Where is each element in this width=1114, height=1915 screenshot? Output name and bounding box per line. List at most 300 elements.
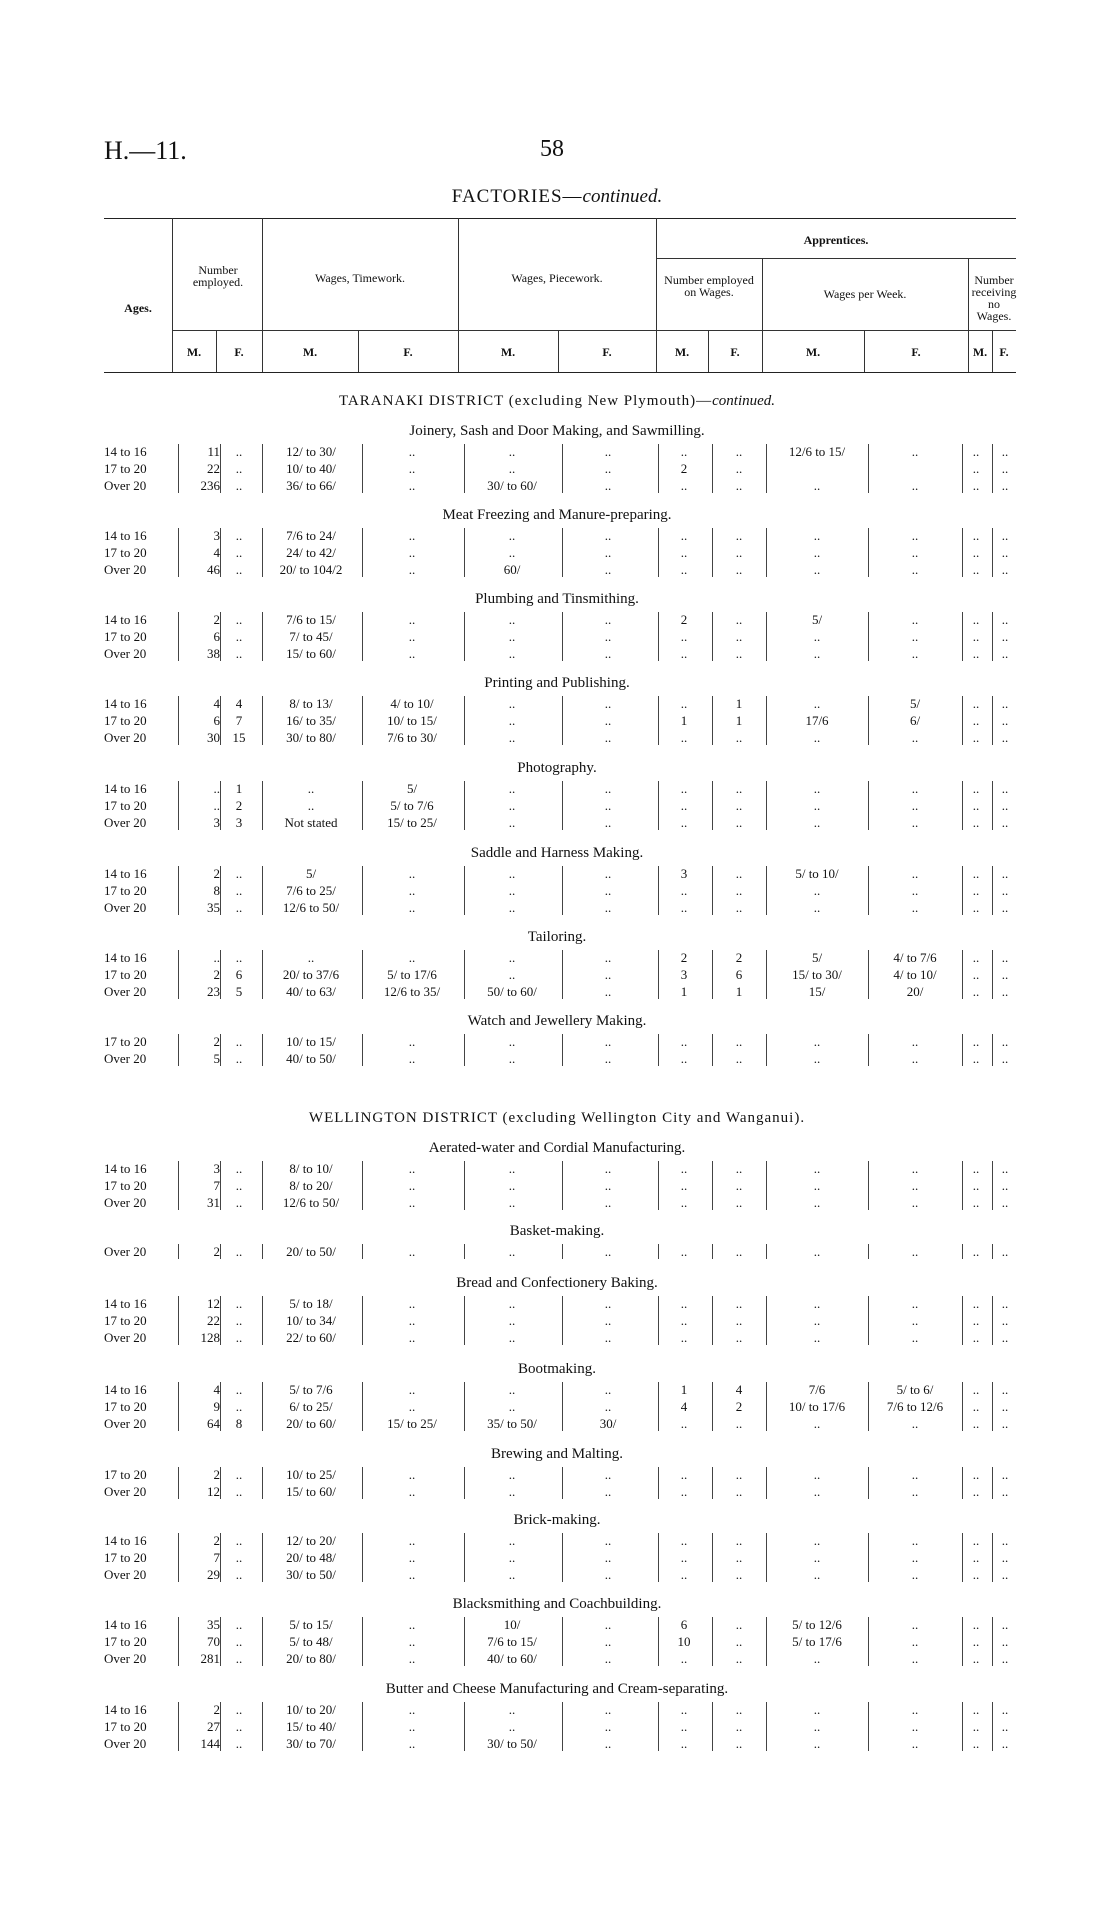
column-rule [220, 1244, 221, 1259]
column-rule [712, 1034, 713, 1066]
cell-apprentices-employed-f: .. [735, 444, 743, 459]
cell-piecework-f: .. [604, 781, 612, 796]
cell-no-wages-m: .. [972, 1382, 980, 1397]
cell-apprentice-wages-f: 6/ [909, 713, 921, 728]
column-rule [868, 1382, 869, 1431]
cell-apprentice-wages-m: .. [813, 1533, 821, 1548]
column-rule [464, 1161, 465, 1210]
cell-no-wages-m: .. [972, 1567, 980, 1582]
cell-no-wages-m: .. [972, 478, 980, 493]
cell-timework-m: 12/6 to 50/ [282, 900, 340, 915]
column-rule [220, 612, 221, 661]
header-m: M. [186, 345, 202, 359]
cell-apprentices-employed-m: 4 [680, 1399, 688, 1414]
cell-employed-f: 4 [235, 696, 243, 711]
cell-timework-f: .. [408, 1313, 416, 1328]
column-rule [868, 696, 869, 745]
cell-timework-f: .. [408, 1702, 416, 1717]
column-rule [262, 1244, 263, 1259]
cell-no-wages-f: .. [1001, 1416, 1009, 1431]
column-rule [992, 1161, 993, 1210]
cell-piecework-f: .. [604, 1617, 612, 1632]
cell-timework-m: 20/ to 80/ [286, 1651, 336, 1666]
cell-employed-f: 7 [235, 713, 243, 728]
column-rule [962, 1382, 963, 1431]
cell-timework-f: .. [408, 1617, 416, 1632]
column-rule [220, 1533, 221, 1582]
cell-piecework-f: .. [604, 629, 612, 644]
column-rule [178, 528, 179, 577]
column-rule [178, 1467, 179, 1499]
cell-timework-f: .. [408, 646, 416, 661]
cell-piecework-f: .. [604, 478, 612, 493]
cell-apprentices-employed-m: .. [680, 1178, 688, 1193]
cell-employed-f: .. [235, 478, 243, 493]
header-m: M. [805, 345, 821, 359]
cell-employed-f: .. [235, 1533, 243, 1548]
cell-apprentice-wages-f: .. [911, 1244, 919, 1259]
cell-age: 14 to 16 [104, 866, 147, 881]
cell-timework-m: .. [307, 781, 315, 796]
column-rule [868, 950, 869, 999]
cell-employed-f: .. [235, 1244, 243, 1259]
cell-employed-m: 4 [213, 1382, 220, 1397]
cell-timework-f: 4/ to 10/ [390, 696, 434, 711]
column-rule [464, 1382, 465, 1431]
cell-piecework-f: .. [604, 967, 612, 982]
cell-no-wages-f: .. [1001, 984, 1009, 999]
cell-apprentices-employed-f: 1 [735, 696, 743, 711]
cell-apprentice-wages-f: .. [911, 545, 919, 560]
cell-apprentice-wages-f: .. [911, 1467, 919, 1482]
column-rule [562, 950, 563, 999]
cell-apprentices-employed-m: .. [680, 1313, 688, 1328]
column-rule [362, 612, 363, 661]
cell-piecework-m: .. [508, 1550, 516, 1565]
cell-apprentice-wages-m: 7/6 [808, 1382, 826, 1397]
column-rule [178, 1034, 179, 1066]
cell-apprentices-employed-m: .. [680, 883, 688, 898]
table-row [0, 899, 1114, 916]
cell-age: Over 20 [104, 984, 147, 999]
column-rule [464, 696, 465, 745]
cell-timework-f: .. [408, 1736, 416, 1751]
cell-apprentices-employed-m: .. [680, 1051, 688, 1066]
cell-apprentice-wages-f: .. [911, 1719, 919, 1734]
cell-employed-m: 6 [213, 713, 220, 728]
column-rule [712, 1533, 713, 1582]
cell-employed-f: .. [235, 1051, 243, 1066]
column-rule [362, 1244, 363, 1259]
table-row [0, 443, 1114, 460]
cell-apprentices-employed-f: .. [735, 1617, 743, 1632]
column-rule [992, 950, 993, 999]
table-row [0, 729, 1114, 746]
industry-heading: Saddle and Harness Making. [470, 845, 644, 861]
cell-piecework-f: .. [604, 1330, 612, 1345]
cell-no-wages-f: .. [1001, 1161, 1009, 1176]
cell-employed-m: 38 [207, 646, 220, 661]
cell-age: Over 20 [104, 1416, 147, 1431]
cell-timework-f: .. [408, 444, 416, 459]
column-rule [712, 612, 713, 661]
cell-timework-m: 15/ to 60/ [286, 646, 336, 661]
cell-employed-f: .. [235, 1296, 243, 1311]
cell-piecework-f: .. [604, 1533, 612, 1548]
column-rule [868, 781, 869, 830]
cell-employed-f: .. [235, 545, 243, 560]
cell-no-wages-m: .. [972, 815, 980, 830]
column-rule [712, 1467, 713, 1499]
cell-timework-m: 10/ to 40/ [286, 461, 336, 476]
cell-no-wages-f: .. [1001, 730, 1009, 745]
table-row [0, 1633, 1114, 1650]
cell-timework-f: .. [408, 1567, 416, 1582]
column-rule [868, 1702, 869, 1751]
cell-no-wages-m: .. [972, 1416, 980, 1431]
column-rule [766, 1617, 767, 1666]
cell-apprentices-employed-f: .. [735, 562, 743, 577]
cell-no-wages-m: .. [972, 1313, 980, 1328]
cell-employed-f: .. [235, 1736, 243, 1751]
cell-apprentice-wages-f: .. [911, 612, 919, 627]
cell-age: 17 to 20 [104, 1313, 147, 1328]
table-row [0, 814, 1114, 831]
table-row [0, 1033, 1114, 1050]
column-rule [712, 696, 713, 745]
cell-piecework-m: .. [508, 1719, 516, 1734]
cell-no-wages-f: .. [1001, 1533, 1009, 1548]
cell-apprentices-employed-m: .. [680, 900, 688, 915]
column-rule [658, 1034, 659, 1066]
cell-apprentices-employed-m: .. [680, 528, 688, 543]
cell-apprentices-employed-m: .. [680, 1567, 688, 1582]
cell-piecework-f: .. [604, 1034, 612, 1049]
cell-no-wages-m: .. [972, 713, 980, 728]
cell-employed-m: 2 [213, 866, 220, 881]
cell-apprentice-wages-m: .. [813, 1567, 821, 1582]
cell-apprentices-employed-m: 2 [680, 950, 688, 965]
cell-employed-m: 35 [207, 1617, 220, 1632]
column-rule [220, 866, 221, 915]
cell-apprentices-employed-f: .. [735, 1467, 743, 1482]
table-row [0, 695, 1114, 712]
column-rule [220, 1467, 221, 1499]
table-row [0, 983, 1114, 1000]
cell-apprentice-wages-m: 15/ to 30/ [792, 967, 842, 982]
table-row [0, 1312, 1114, 1329]
cell-piecework-f: .. [604, 900, 612, 915]
cell-piecework-m: .. [508, 1399, 516, 1414]
cell-age: 17 to 20 [104, 1719, 147, 1734]
cell-piecework-m: .. [508, 1330, 516, 1345]
column-rule [262, 1034, 263, 1066]
cell-apprentice-wages-m: 5/ [811, 950, 823, 965]
cell-apprentices-employed-m: .. [680, 1719, 688, 1734]
column-rule [992, 1617, 993, 1666]
cell-apprentices-employed-f: .. [735, 1484, 743, 1499]
cell-age: Over 20 [104, 1484, 147, 1499]
cell-piecework-m: .. [508, 1296, 516, 1311]
cell-apprentice-wages-m: .. [813, 1484, 821, 1499]
cell-piecework-m: .. [508, 866, 516, 881]
column-rule [962, 444, 963, 493]
cell-apprentice-wages-m: 5/ to 17/6 [792, 1634, 842, 1649]
cell-piecework-m: .. [508, 528, 516, 543]
cell-employed-m: .. [213, 798, 220, 813]
cell-apprentice-wages-m: .. [813, 528, 821, 543]
cell-apprentice-wages-f: .. [911, 1567, 919, 1582]
cell-piecework-f: .. [604, 1702, 612, 1717]
cell-timework-f: .. [408, 528, 416, 543]
column-rule [962, 866, 963, 915]
cell-no-wages-f: .. [1001, 1034, 1009, 1049]
column-rule [562, 1467, 563, 1499]
cell-apprentices-employed-m: 2 [680, 612, 688, 627]
cell-age: 14 to 16 [104, 444, 147, 459]
column-rule [178, 696, 179, 745]
cell-apprentice-wages-f: .. [911, 1736, 919, 1751]
cell-apprentice-wages-f: .. [911, 1296, 919, 1311]
cell-no-wages-f: .. [1001, 461, 1009, 476]
cell-employed-m: 7 [213, 1550, 220, 1565]
cell-apprentices-employed-m: .. [680, 1296, 688, 1311]
cell-apprentice-wages-f: .. [911, 478, 919, 493]
cell-piecework-f: .. [604, 1382, 612, 1397]
cell-employed-f: .. [235, 562, 243, 577]
column-rule [464, 1034, 465, 1066]
cell-apprentices-employed-f: .. [735, 1651, 743, 1666]
table-row [0, 1735, 1114, 1752]
cell-apprentice-wages-f: .. [911, 1195, 919, 1210]
column-rule [562, 1034, 563, 1066]
column-rule [658, 1467, 659, 1499]
industry-heading: Brick-making. [513, 1512, 601, 1528]
cell-apprentice-wages-f: .. [911, 1178, 919, 1193]
cell-piecework-f: .. [604, 984, 612, 999]
cell-timework-f: 5/ to 7/6 [390, 798, 434, 813]
cell-age: Over 20 [104, 1567, 147, 1582]
column-rule [178, 1244, 179, 1259]
cell-no-wages-f: .. [1001, 1178, 1009, 1193]
column-rule [262, 444, 263, 493]
cell-timework-f: .. [408, 1382, 416, 1397]
header-wages-timework: Wages, Timework. [314, 271, 406, 285]
column-rule [362, 1617, 363, 1666]
cell-apprentices-employed-f: .. [735, 1161, 743, 1176]
cell-apprentices-employed-f: .. [735, 1296, 743, 1311]
cell-timework-m: 5/ to 48/ [289, 1634, 333, 1649]
cell-employed-m: 2 [213, 1467, 220, 1482]
cell-apprentices-employed-m: 3 [680, 967, 688, 982]
cell-employed-m: 64 [207, 1416, 220, 1431]
cell-employed-f: 5 [235, 984, 243, 999]
cell-timework-m: 20/ to 37/6 [282, 967, 340, 982]
cell-age: 17 to 20 [104, 1178, 147, 1193]
cell-apprentices-employed-f: .. [735, 1634, 743, 1649]
cell-timework-m: 24/ to 42/ [286, 545, 336, 560]
cell-apprentices-employed-f: .. [735, 1550, 743, 1565]
cell-apprentice-wages-m: .. [813, 1034, 821, 1049]
cell-timework-m: 40/ to 50/ [286, 1051, 336, 1066]
cell-no-wages-m: .. [972, 528, 980, 543]
column-rule [220, 696, 221, 745]
cell-apprentices-employed-f: .. [735, 1416, 743, 1431]
cell-timework-m: 30/ to 70/ [286, 1736, 336, 1751]
table-row [0, 865, 1114, 882]
cell-apprentices-employed-f: .. [735, 478, 743, 493]
cell-apprentices-employed-m: .. [680, 545, 688, 560]
cell-piecework-f: .. [604, 798, 612, 813]
cell-age: 17 to 20 [104, 1634, 147, 1649]
cell-apprentices-employed-f: 1 [735, 984, 743, 999]
column-rule [766, 528, 767, 577]
cell-no-wages-m: .. [972, 1702, 980, 1717]
cell-employed-m: 236 [200, 478, 220, 493]
column-rule [712, 1382, 713, 1431]
column-rule [992, 1034, 993, 1066]
industry-heading: Watch and Jewellery Making. [467, 1013, 647, 1029]
cell-employed-f: .. [235, 900, 243, 915]
cell-piecework-f: .. [604, 1161, 612, 1176]
cell-timework-f: .. [408, 1195, 416, 1210]
header-ages: Ages. [124, 301, 152, 315]
table-row [0, 1549, 1114, 1566]
cell-employed-m: 7 [213, 1178, 220, 1193]
header-f: F. [911, 345, 921, 359]
cell-apprentice-wages-m: .. [813, 1178, 821, 1193]
cell-piecework-f: .. [604, 883, 612, 898]
cell-piecework-m: .. [508, 1051, 516, 1066]
cell-apprentices-employed-f: .. [735, 1719, 743, 1734]
column-rule [562, 1296, 563, 1345]
cell-piecework-m: .. [508, 545, 516, 560]
column-rule [868, 1296, 869, 1345]
industry-heading: Basket-making. [509, 1223, 605, 1239]
cell-apprentices-employed-f: .. [735, 900, 743, 915]
cell-piecework-m: 10/ [503, 1617, 521, 1632]
cell-timework-m: 8/ to 10/ [289, 1161, 333, 1176]
cell-employed-m: .. [213, 781, 220, 796]
cell-no-wages-f: .. [1001, 1651, 1009, 1666]
cell-employed-f: .. [235, 883, 243, 898]
cell-no-wages-m: .. [972, 1034, 980, 1049]
column-rule [362, 1533, 363, 1582]
cell-apprentice-wages-m: 5/ to 12/6 [792, 1617, 842, 1632]
cell-apprentices-employed-f: .. [735, 1702, 743, 1717]
column-rule [766, 444, 767, 493]
cell-piecework-f: .. [604, 1467, 612, 1482]
cell-age: 14 to 16 [104, 1296, 147, 1311]
cell-employed-f: .. [235, 1195, 243, 1210]
cell-employed-m: 6 [213, 629, 220, 644]
cell-piecework-m: .. [508, 1382, 516, 1397]
column-rule [178, 612, 179, 661]
column-rule [562, 696, 563, 745]
cell-employed-m: 27 [207, 1719, 220, 1734]
cell-timework-m: 12/ to 20/ [286, 1533, 336, 1548]
cell-apprentices-employed-f: .. [735, 798, 743, 813]
cell-no-wages-m: .. [972, 562, 980, 577]
cell-piecework-f: .. [604, 1399, 612, 1414]
column-rule [962, 1702, 963, 1751]
header-f: F. [234, 345, 244, 359]
cell-employed-m: 46 [207, 562, 220, 577]
header-number-employed: Number employed. [192, 263, 244, 289]
column-rule [658, 781, 659, 830]
cell-timework-f: .. [408, 866, 416, 881]
cell-timework-f: .. [408, 1244, 416, 1259]
industry-heading: Plumbing and Tinsmithing. [475, 591, 639, 607]
cell-no-wages-f: .. [1001, 950, 1009, 965]
column-rule [992, 444, 993, 493]
cell-no-wages-f: .. [1001, 612, 1009, 627]
cell-piecework-m: 30/ to 50/ [487, 1736, 537, 1751]
column-rule [658, 1382, 659, 1431]
cell-apprentice-wages-m: 10/ to 17/6 [788, 1399, 846, 1414]
industry-heading: Blacksmithing and Coachbuilding. [452, 1596, 662, 1612]
cell-employed-f: 1 [235, 781, 243, 796]
cell-timework-m: 6/ to 25/ [289, 1399, 333, 1414]
cell-employed-m: 29 [207, 1567, 220, 1582]
district-title-suffix: continued. [712, 393, 776, 409]
district-title [0, 1110, 1114, 1127]
cell-apprentices-employed-f: .. [735, 1736, 743, 1751]
table-row [0, 1381, 1114, 1398]
cell-piecework-f: .. [604, 461, 612, 476]
page-title-main: FACTORIES— [451, 186, 583, 207]
cell-age: Over 20 [104, 815, 147, 830]
cell-timework-m: 7/6 to 24/ [286, 528, 336, 543]
cell-timework-f: .. [408, 1051, 416, 1066]
header-m: M. [500, 345, 516, 359]
cell-apprentices-employed-f: .. [735, 1178, 743, 1193]
cell-apprentices-employed-f: .. [735, 815, 743, 830]
cell-no-wages-m: .. [972, 1296, 980, 1311]
cell-employed-m: 2 [213, 612, 220, 627]
column-rule [992, 781, 993, 830]
cell-employed-f: .. [235, 1034, 243, 1049]
cell-apprentice-wages-f: .. [911, 1533, 919, 1548]
column-rule [992, 612, 993, 661]
cell-apprentices-employed-f: .. [735, 545, 743, 560]
cell-no-wages-m: .. [972, 967, 980, 982]
cell-piecework-f: .. [604, 1484, 612, 1499]
cell-timework-f: .. [408, 612, 416, 627]
column-rule [562, 1382, 563, 1431]
cell-no-wages-m: .. [972, 1736, 980, 1751]
table-row [0, 1532, 1114, 1549]
cell-piecework-m: .. [508, 1467, 516, 1482]
header-f: F. [730, 345, 740, 359]
cell-employed-f: 3 [235, 815, 243, 830]
table-row [0, 949, 1114, 966]
cell-piecework-f: .. [604, 1719, 612, 1734]
column-rule [562, 612, 563, 661]
cell-no-wages-f: .. [1001, 696, 1009, 711]
column-rule [962, 1244, 963, 1259]
cell-apprentices-employed-f: .. [735, 646, 743, 661]
cell-apprentice-wages-m: .. [813, 730, 821, 745]
cell-apprentice-wages-f: .. [911, 1330, 919, 1345]
cell-no-wages-m: .. [972, 646, 980, 661]
cell-no-wages-m: .. [972, 1617, 980, 1632]
cell-no-wages-f: .. [1001, 1702, 1009, 1717]
cell-piecework-f: .. [604, 696, 612, 711]
cell-apprentice-wages-f: .. [911, 1313, 919, 1328]
table-row [0, 797, 1114, 814]
cell-timework-f: .. [408, 950, 416, 965]
